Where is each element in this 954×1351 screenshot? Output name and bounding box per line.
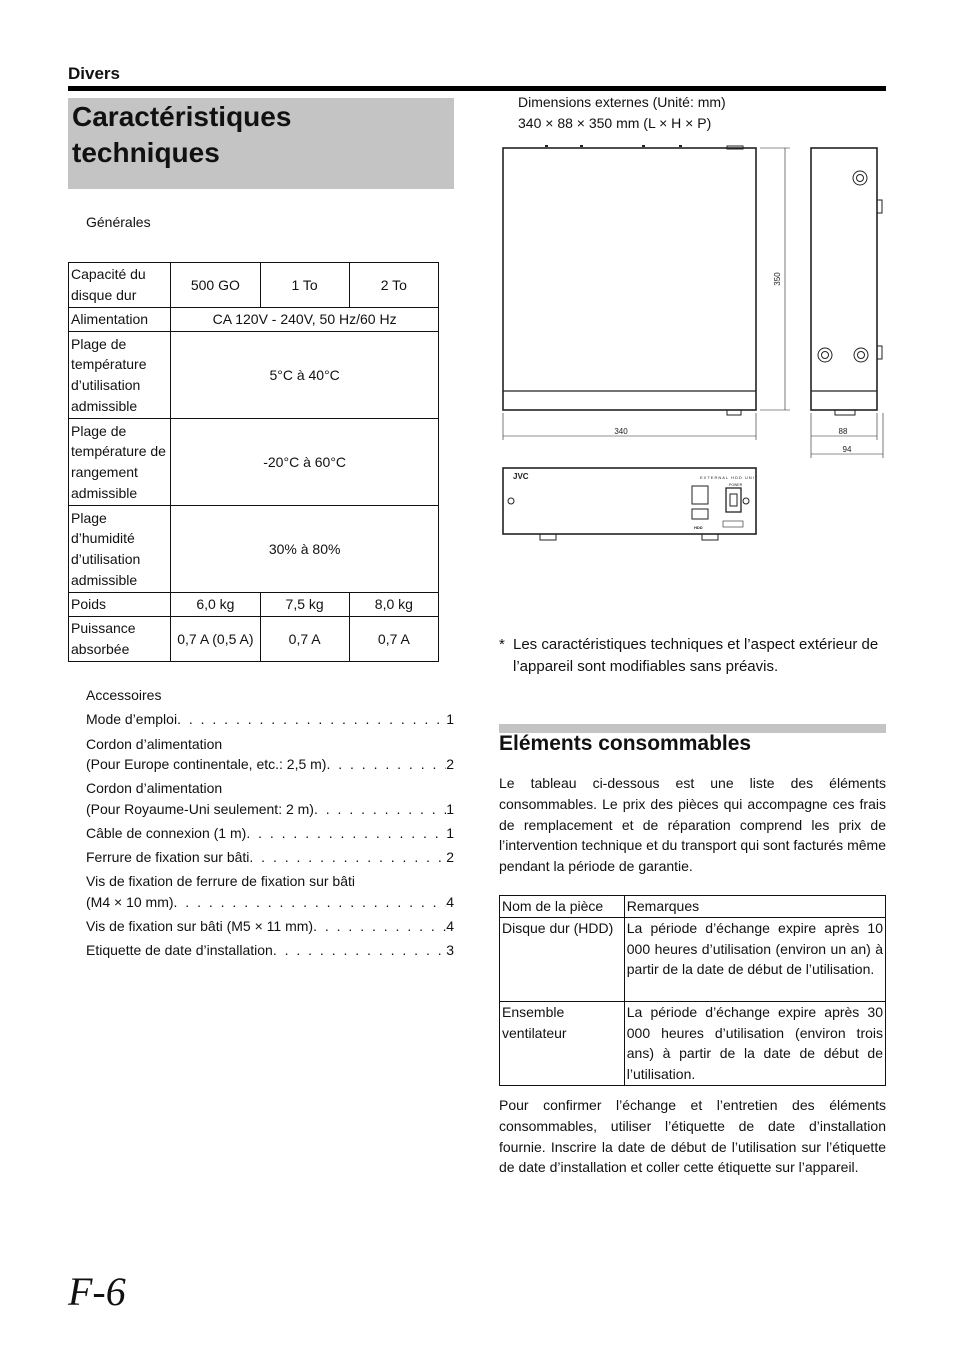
front-hdd-label: HDD xyxy=(694,525,703,530)
accessory-item xyxy=(86,799,454,819)
dimensions-label: Dimensions externes (Unité: mm) xyxy=(518,94,726,110)
accessory-text: Ferrure de fixation sur bâti xyxy=(86,849,250,865)
front-brand-logo: JVC xyxy=(513,472,529,481)
accessory-item xyxy=(86,754,454,774)
dimension-drawing xyxy=(496,140,888,550)
spec-label: Plage de température de rangement admissible xyxy=(69,419,171,506)
spec-value: 6,0 kg xyxy=(171,593,260,617)
accessories-heading: Accessoires xyxy=(86,687,162,703)
accessory-item xyxy=(86,823,454,843)
dimensions-value: 340 × 88 × 350 mm (L × H × P) xyxy=(518,115,712,131)
dim-depth-label: 350 xyxy=(773,272,782,286)
table-row xyxy=(69,263,439,308)
page-number: F-6 xyxy=(68,1269,126,1314)
accessory-pre: Cordon d’alimentation xyxy=(86,780,223,796)
front-model-label: EXTERNAL HDD UNIT xyxy=(700,475,759,480)
spec-label: Poids xyxy=(69,593,171,617)
accessory-qty: 1 xyxy=(446,825,454,841)
table-row xyxy=(500,917,886,1001)
accessory-item xyxy=(86,709,454,729)
table-row xyxy=(500,1001,886,1085)
disclaimer-note xyxy=(499,634,887,678)
table-row xyxy=(69,506,439,593)
consumables-title: Eléments consommables xyxy=(499,732,752,755)
part-name: Ensemble ventilateur xyxy=(500,1001,625,1085)
table-row xyxy=(69,308,439,332)
accessory-item xyxy=(86,916,454,936)
spec-label: Plage d’humidité d’utilisation admissible xyxy=(69,506,171,593)
part-remark: La période d’échange expire après 30 000 heures d’utilisation (environ trois ans) à partir de la date de début de l’utilisation. xyxy=(624,1001,885,1085)
top-view-outline xyxy=(503,148,756,410)
accessory-text: Mode d’emploi xyxy=(86,711,178,727)
part-remark: La période d’échange expire après 10 000 heures d’utilisation (environ un an) à partir de la date de début de l’utilisation. xyxy=(624,917,885,1001)
spec-label: Puissance absorbée xyxy=(69,617,171,662)
section-label: Divers xyxy=(68,64,120,83)
accessory-qty: 1 xyxy=(446,711,454,727)
table-row xyxy=(69,593,439,617)
dim-width-label: 340 xyxy=(614,427,628,436)
spec-label: Alimentation xyxy=(69,308,171,332)
table-row xyxy=(69,617,439,662)
accessory-item xyxy=(86,940,454,960)
spec-value: 5°C à 40°C xyxy=(171,332,439,419)
spec-value: 2 To xyxy=(349,263,438,308)
title-box xyxy=(68,98,454,189)
accessory-qty: 3 xyxy=(446,942,454,958)
dim-height-total-label: 94 xyxy=(842,445,852,454)
accessory-text: (Pour Europe continentale, etc.: 2,5 m) xyxy=(86,756,327,772)
accessory-item xyxy=(86,847,454,867)
spec-value: 7,5 kg xyxy=(260,593,349,617)
page-title-line1: Caractéristiques xyxy=(72,101,292,132)
consumables-intro: Le tableau ci-dessous est une liste des éléments consommables. Le prix des pièces qui accompagne ces frais de remplacement et de réparation comprend les prix de l’intervention technique et du transport qui sont facturés même pendant la période de garantie. xyxy=(499,775,886,875)
consumables-outro: Pour confirmer l’échange et l’entretien des éléments consommables, utiliser l’étiquette de date d’installation fournie. Inscrire la date de début de l’utilisation sur l’étiquette de date d’installation et coller cette étiquette sur l’appareil. xyxy=(499,1097,886,1176)
note-text: Les caractéristiques techniques et l’aspect extérieur de l’appareil sont modifiables sans préavis. xyxy=(513,636,879,675)
accessory-text: Câble de connexion (1 m) xyxy=(86,825,247,841)
accessory-pre: Vis de fixation de ferrure de fixation sur bâti xyxy=(86,873,356,889)
spec-value: 30% à 80% xyxy=(171,506,439,593)
page-title-line2: techniques xyxy=(72,137,220,168)
note-asterisk: * xyxy=(499,636,505,653)
table-row xyxy=(69,332,439,419)
accessory-text: Etiquette de date d’installation xyxy=(86,942,273,958)
spec-value: -20°C à 60°C xyxy=(171,419,439,506)
table-row xyxy=(69,419,439,506)
spec-value: 0,7 A xyxy=(260,617,349,662)
spec-value: 1 To xyxy=(260,263,349,308)
accessory-item xyxy=(86,892,454,912)
spec-value: 0,7 A xyxy=(349,617,438,662)
specs-table xyxy=(68,262,439,662)
front-power-label: POWER xyxy=(729,483,743,487)
accessory-pre: Cordon d’alimentation xyxy=(86,736,223,752)
accessory-text: (Pour Royaume-Uni seulement: 2 m) xyxy=(86,801,314,817)
general-heading: Générales xyxy=(86,214,151,230)
accessory-text: (M4 × 10 mm) xyxy=(86,894,174,910)
accessory-text: Vis de fixation sur bâti (M5 × 11 mm) xyxy=(86,918,314,934)
spec-label: Capacité du disque dur xyxy=(69,263,171,308)
column-header: Nom de la pièce xyxy=(500,896,625,918)
top-rule xyxy=(68,86,886,91)
spec-value: 500 GO xyxy=(171,263,260,308)
part-name: Disque dur (HDD) xyxy=(500,917,625,1001)
accessory-qty: 4 xyxy=(446,894,454,910)
column-header: Remarques xyxy=(624,896,885,918)
accessory-qty: 2 xyxy=(446,756,454,772)
spec-value: CA 120V - 240V, 50 Hz/60 Hz xyxy=(171,308,439,332)
side-view-outline xyxy=(811,148,877,410)
spec-value: 0,7 A (0,5 A) xyxy=(171,617,260,662)
dim-height-label: 88 xyxy=(838,427,848,436)
accessory-qty: 1 xyxy=(446,801,454,817)
spec-value: 8,0 kg xyxy=(349,593,438,617)
accessory-qty: 4 xyxy=(446,918,454,934)
spec-label: Plage de température d’utilisation admissible xyxy=(69,332,171,419)
accessory-qty: 2 xyxy=(446,849,454,865)
table-header-row xyxy=(500,896,886,918)
consumables-table xyxy=(499,895,886,1086)
